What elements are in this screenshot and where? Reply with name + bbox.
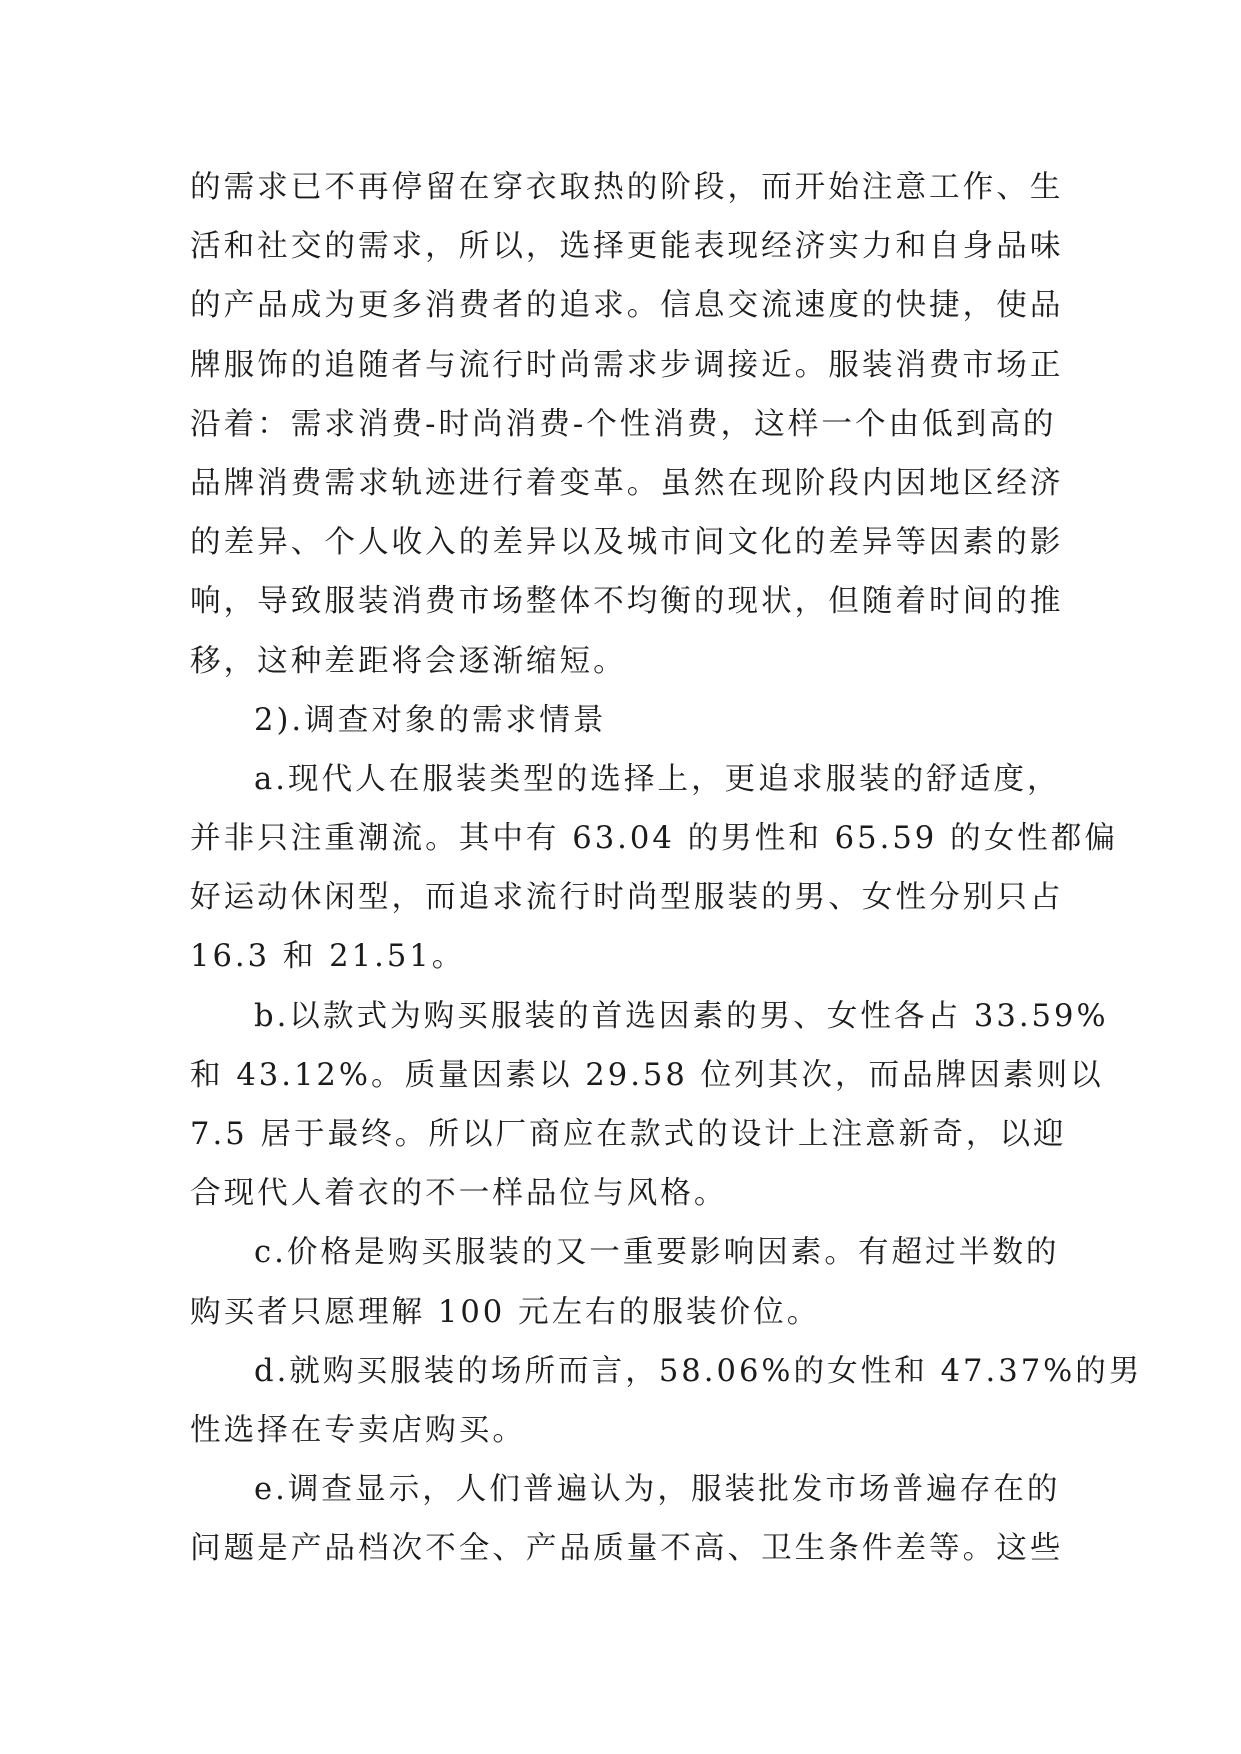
text-line: 沿着：需求消费-时尚消费-个性消费，这样一个由低到高的: [190, 406, 1057, 442]
text-line: 和 43.12%。质量因素以 29.58 位列其次，而品牌因素则以: [190, 1057, 1104, 1093]
text-line: 品牌消费需求轨迹进行着变革。虽然在现阶段内因地区经济: [190, 465, 1064, 501]
text-line: b.以款式为购买服装的首选因素的男、女性各占 33.59%: [254, 998, 1109, 1034]
text-line: 7.5 居于最终。所以厂商应在款式的设计上注意新奇，以迎: [190, 1117, 1067, 1152]
paragraph-item-c: [190, 1223, 1060, 1341]
body-text: [190, 158, 1143, 1579]
text-line: 的产品成为更多消费者的追求。信息交流速度的快捷，使品: [190, 288, 1064, 324]
text-line: 购买者只愿理解 100 元左右的服装价位。: [190, 1294, 821, 1330]
paragraph-item-b: [190, 987, 1109, 1224]
text-line: 牌服饰的追随者与流行时尚需求步调接近。服装消费市场正: [190, 347, 1064, 383]
text-line: 的需求已不再停留在穿衣取热的阶段，而开始注意工作、生: [190, 170, 1064, 205]
text-line: 活和社交的需求，所以，选择更能表现经济实力和自身品味: [190, 229, 1064, 265]
text-line: 合现代人着衣的不一样品位与风格。: [190, 1176, 728, 1212]
paragraph-item-e: [190, 1460, 1064, 1578]
paragraph-item-d: [190, 1342, 1143, 1460]
paragraph-item-a: [190, 750, 1118, 987]
text-line: 16.3 和 21.51。: [190, 939, 466, 975]
paragraph-market-trend: [190, 158, 1064, 691]
text-line: 移，这种差距将会逐渐缩短。: [190, 643, 627, 679]
text-line: d.就购买服装的场所而言，58.06%的女性和 47.37%的男: [254, 1353, 1143, 1389]
text-line: a.现代人在服装类型的选择上，更追求服装的舒适度，: [254, 761, 1061, 797]
text-line: 响，导致服装消费市场整体不均衡的现状，但随着时间的推: [190, 584, 1064, 620]
text-line: c.价格是购买服装的又一重要影响因素。有超过半数的: [254, 1235, 1060, 1271]
text-line: 好运动休闲型，而追求流行时尚型服装的男、女性分别只占: [190, 880, 1064, 916]
text-line: 的差异、个人收入的差异以及城市间文化的差异等因素的影: [190, 525, 1064, 561]
heading-line: 2).调查对象的需求情景: [254, 702, 607, 738]
text-line: e.调查显示，人们普遍认为，服装批发市场普遍存在的: [254, 1472, 1061, 1508]
text-line: 并非只注重潮流。其中有 63.04 的男性和 65.59 的女性都偏: [190, 821, 1118, 857]
text-line: 性选择在专卖店购买。: [190, 1412, 526, 1448]
section-heading: [190, 691, 1050, 750]
text-line: 问题是产品档次不全、产品质量不高、卫生条件差等。这些: [190, 1531, 1064, 1567]
